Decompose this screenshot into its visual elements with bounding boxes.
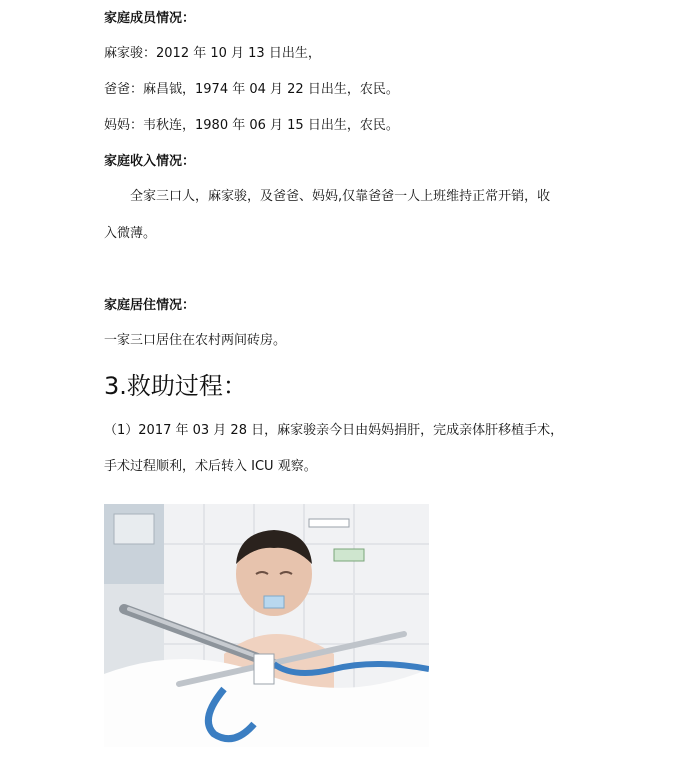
hospital-photo <box>104 504 429 747</box>
child-info: 麻家骏：2012 年 10 月 13 日出生， <box>104 46 321 61</box>
family-members-heading: 家庭成员情况： <box>104 11 196 26</box>
rescue-item1-line1: （1）2017 年 03 月 28 日，麻家骏亲今日由妈妈捐肝，完成亲体肝移植手术， <box>104 423 564 438</box>
family-income-heading: 家庭收入情况： <box>104 154 196 169</box>
rescue-item1-line2: 手术过程顺利，术后转入 ICU 观察。 <box>104 459 317 474</box>
family-income-text-line1: 全家三口人，麻家骏，及爸爸、妈妈,仅靠爸爸一人上班维持正常开销，收 <box>130 189 551 204</box>
family-residence-heading: 家庭居住情况： <box>104 298 196 313</box>
father-info: 爸爸：麻昌钺，1974 年 04 月 22 日出生，农民。 <box>104 82 399 97</box>
rescue-process-title: 3.救助过程： <box>104 372 247 400</box>
mother-info: 妈妈：韦秋连，1980 年 06 月 15 日出生，农民。 <box>104 118 399 133</box>
family-income-text-line2: 入微薄。 <box>104 226 157 241</box>
hospital-photo-icon <box>104 504 429 747</box>
family-residence-text: 一家三口居住在农村两间砖房。 <box>104 333 287 348</box>
